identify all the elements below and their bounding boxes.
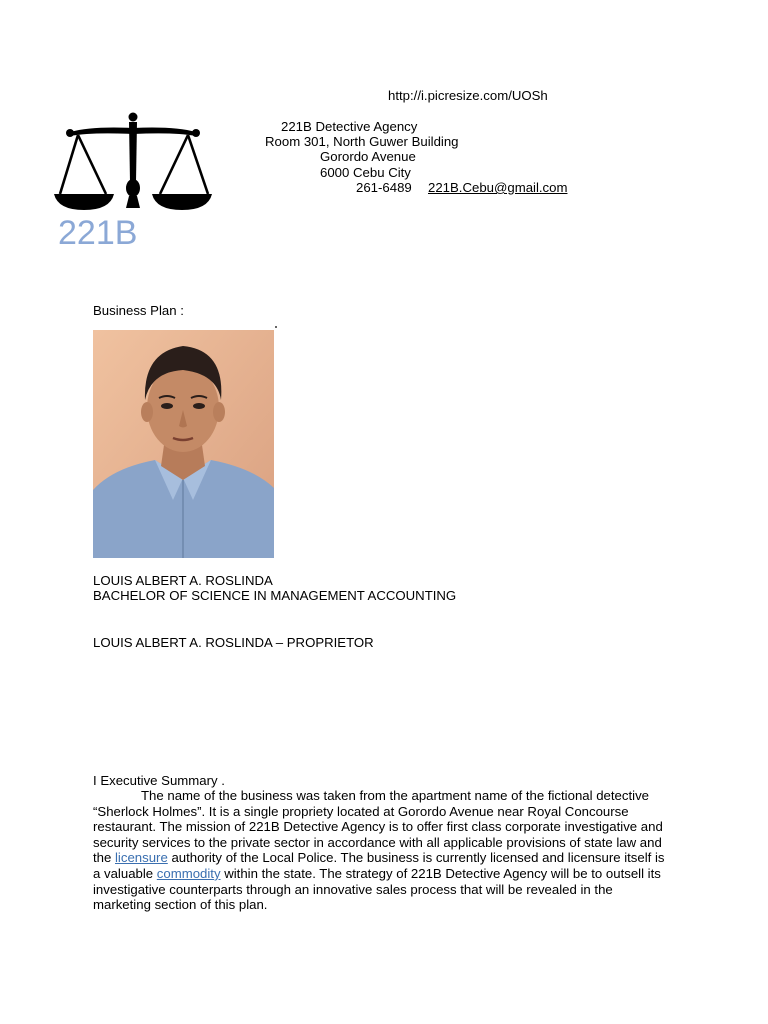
- proprietor-role: LOUIS ALBERT A. ROSLINDA – PROPRIETOR: [93, 635, 374, 650]
- stray-dot: [275, 326, 277, 328]
- agency-phone: 261-6489: [356, 180, 412, 195]
- scales-of-justice-icon: [52, 110, 214, 214]
- source-url[interactable]: http://i.picresize.com/UOSh: [388, 88, 548, 103]
- business-plan-label: Business Plan :: [93, 303, 184, 318]
- agency-city: 6000 Cebu City: [320, 165, 411, 180]
- commodity-link[interactable]: commodity: [156, 865, 221, 881]
- logo-text: 221B: [58, 214, 138, 252]
- summary-text-3: within the state. The strategy of 221B Detective Agency will be to outsell its investigative counterparts through an innovative sales process that will be revealed in the marketing section of this plan.: [93, 865, 661, 913]
- proprietor-name: LOUIS ALBERT A. ROSLINDA: [93, 573, 273, 588]
- licensure-link[interactable]: licensure: [115, 850, 168, 866]
- summary-text-1: The name of the business was taken from the apartment name of the fictional detective “Sherlock Holmes”. It is a single propriety located at Gorordo Avenue near Royal Concourse restaurant. The mission of 221B Detective Agency is to offer first class corporate investigative and security services to the private sector in accordance with all applicable provisions of state law and the: [93, 788, 663, 866]
- proprietor-photo: [93, 330, 274, 558]
- executive-summary-paragraph: [93, 788, 673, 913]
- summary-text-2: authority of the Local Police. The business is currently licensed and licensure itself is a valuable: [93, 850, 665, 881]
- agency-street: Gorordo Avenue: [320, 149, 416, 164]
- agency-room: Room 301, North Guwer Building: [265, 134, 459, 149]
- proprietor-degree: BACHELOR OF SCIENCE IN MANAGEMENT ACCOUNTING: [93, 588, 457, 603]
- section-heading: I Executive Summary .: [93, 773, 225, 788]
- agency-email-link[interactable]: 221B.Cebu@gmail.com: [428, 180, 568, 195]
- agency-name: 221B Detective Agency: [281, 119, 418, 134]
